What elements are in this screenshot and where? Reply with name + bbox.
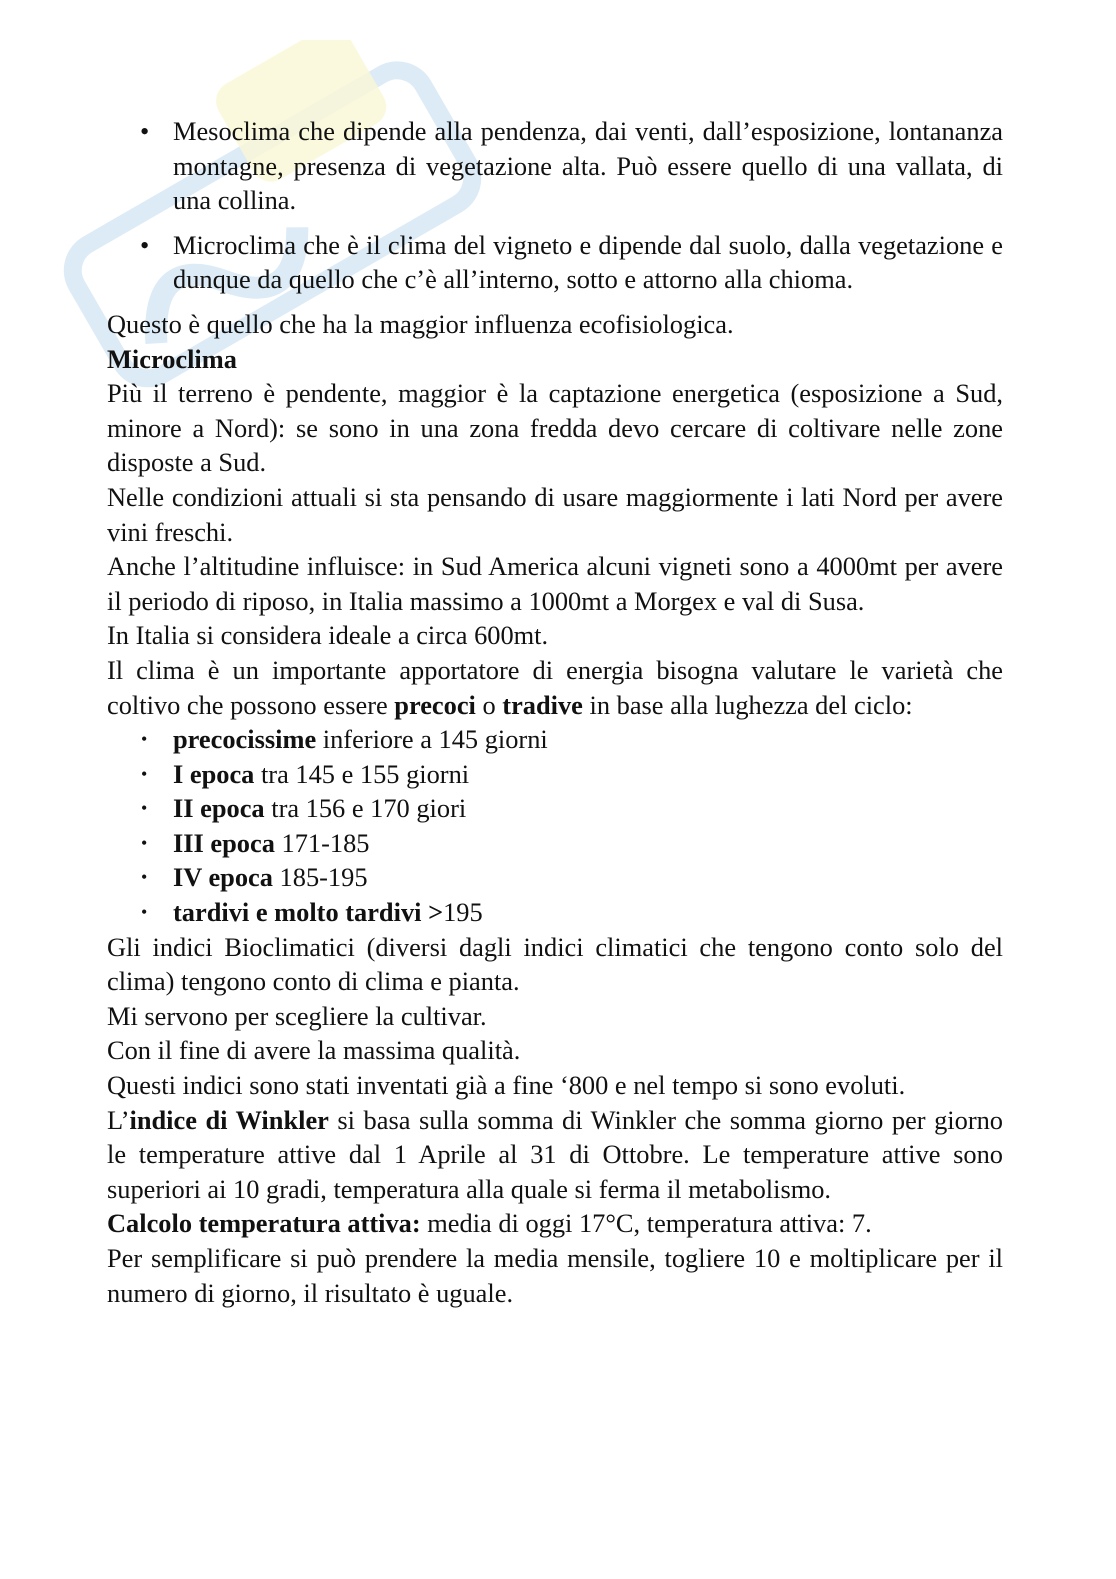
paragraph-servono: Mi servono per scegliere la cultivar. [107,1000,487,1031]
bullet-icon: • [141,798,148,819]
paragraph-influence: Questo è quello che ha la maggior influenza ecofisiologica. [107,308,734,339]
list-item: • I epoca tra 145 e 155 giorni [107,757,1003,792]
paragraph-indici: Gli indici Bioclimatici (diversi dagli indici climatici che tengono conto solo del clima) tengono conto di clima e pianta. [107,931,1003,997]
paragraph-calcolo: Calcolo temperatura attiva: media di oggi 17°C, temperatura attiva: 7. [107,1208,872,1239]
paragraph-ideale: In Italia si considera ideale a circa 600mt. [107,620,549,651]
list-item: • III epoca 171-185 [107,826,1003,861]
list-item-text: Microclima che è il clima del vigneto e dipende dal suolo, dalla vegetazione e dunque da quello che c’è all’interno, sotto e attorno alla chioma. [173,229,1003,295]
paragraph-inventati: Questi indici sono stati inventati già a fine ‘800 e nel tempo si sono evoluti. [107,1070,906,1101]
bullet-icon: • [140,229,150,260]
list-item: • tardivi e molto tardivi >195 [107,895,1003,930]
top-bullet-list [107,114,1003,297]
epoch-list [107,722,1003,930]
list-item [107,114,1003,218]
bullet-icon: • [141,763,148,784]
bullet-icon: • [141,832,148,853]
paragraph-condizioni: Nelle condizioni attuali si sta pensando di usare maggiormente i lati Nord per avere vini freschi. [107,481,1003,547]
paragraph-fine: Con il fine di avere la massima qualità. [107,1035,521,1066]
paragraph-winkler: L’indice di Winkler si basa sulla somma di Winkler che somma giorno per giorno le temperature attive dal 1 Aprile al 31 di Ottobre. Le temperature attive sono superiori ai 10 gradi, temperatura alla quale si ferma il metabolismo. [107,1104,1003,1204]
list-item: • II epoca tra 156 e 170 giori [107,791,1003,826]
list-item: • IV epoca 185-195 [107,860,1003,895]
list-item-text: Mesoclima che dipende alla pendenza, dai venti, dall’esposizione, lontananza montagne, presenza di vegetazione alta. Può essere quello di una vallata, di una collina. [173,116,1003,216]
bullet-icon: • [141,902,148,923]
bullet-icon: • [140,116,150,146]
paragraph-terreno: Più il terreno è pendente, maggior è la captazione energetica (esposizione a Sud, minore a Nord): se sono in una zona fredda devo cercare di coltivare nelle zone disposte a Sud. [107,378,1003,478]
list-item: • precocissime inferiore a 145 giorni [107,722,1003,757]
list-item [107,228,1003,297]
paragraph-clima: Il clima è un importante apportatore di energia bisogna valutare le varietà che coltivo che possono essere precoci o tradive in base alla lughezza del ciclo: [107,654,1003,720]
paragraph-altitudine: Anche l’altitudine influisce: in Sud America alcuni vigneti sono a 4000mt per avere il periodo di riposo, in Italia massimo a 1000mt a Morgex e val di Susa. [107,551,1003,616]
bullet-icon: • [141,867,148,888]
document-page [107,114,1003,1310]
paragraph-semplificare: Per semplificare si può prendere la media mensile, togliere 10 e moltiplicare per il numero di giorno, il risultato è uguale. [107,1243,1003,1308]
section-heading: Microclima [107,343,237,374]
bullet-icon: • [141,729,148,750]
